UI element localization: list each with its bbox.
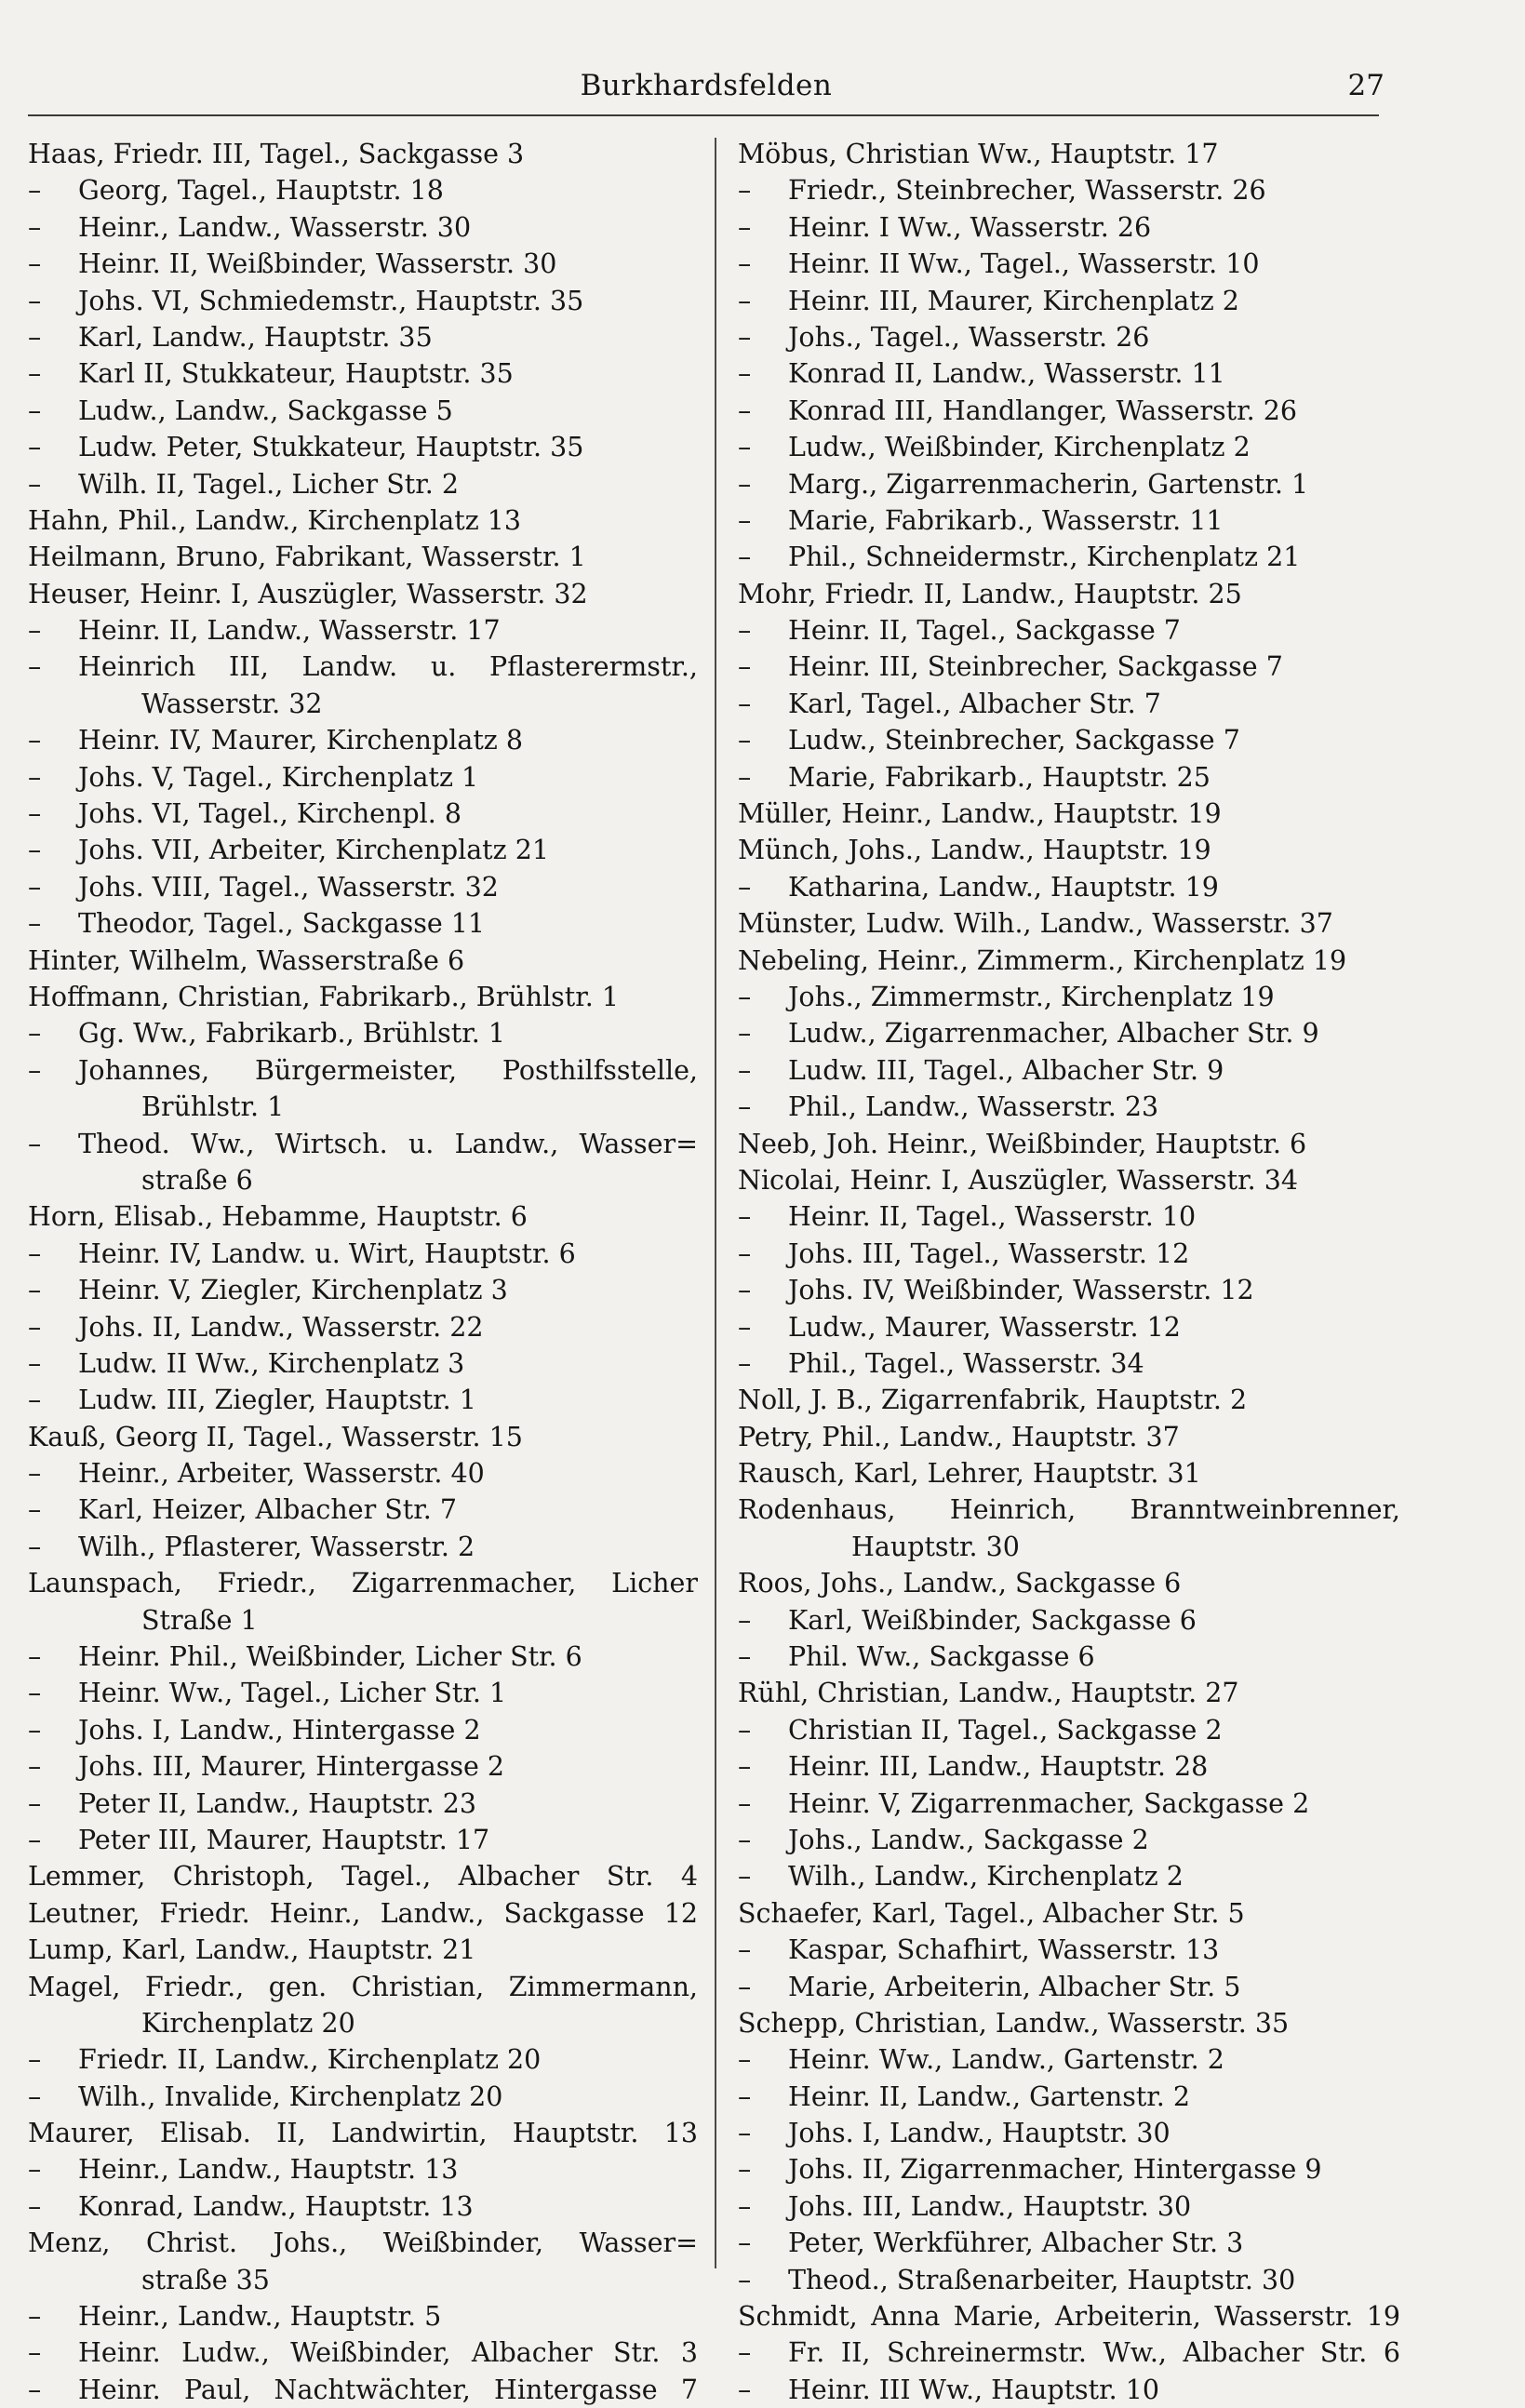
dash-mark: – [738,248,752,280]
entry-line: – Johs. VIII, Tagel., Wasserstr. 32 [28,869,698,905]
entry-line: – Karl II, Stukkateur, Hauptstr. 35 [28,355,698,392]
entry-line: – Marg., Zigarrenmacherin, Gartenstr. 1 [738,466,1400,502]
entry-line: – Heinr. II Ww., Tagel., Wasserstr. 10 [738,246,1400,282]
entry-line: Rühl, Christian, Landw., Hauptstr. 27 [738,1678,1239,1709]
entry-line: Hoffmann, Christian, Fabrikarb., Brühlstr. 1 [28,981,620,1012]
dash-mark: – [28,1054,42,1086]
header-rule [28,114,1379,116]
dash-mark: – [28,2374,42,2405]
entry-line: – Wilh., Pflasterer, Wasserstr. 2 [28,1529,698,1565]
entry-line: – Heinrich III, Landw. u. Pflasterermstr., [28,649,698,685]
entry-line: Kirchenplatz 20 [141,2007,355,2039]
page-header [28,63,1385,119]
dash-mark: – [28,1751,42,1783]
entry-line: Brühlstr. 1 [141,1091,285,1123]
dash-mark: – [28,1128,42,1159]
entry-line: Heuser, Heinr. I, Auszügler, Wasserstr. 32 [28,578,588,609]
entry-line: – Kaspar, Schafhirt, Wasserstr. 13 [738,1932,1400,1968]
dash-mark: – [28,432,42,463]
entry-line: – Gg. Ww., Fabrikarb., Brühlstr. 1 [28,1015,698,1051]
dash-mark: – [28,1458,42,1490]
dash-mark: – [28,285,42,316]
dash-mark: – [738,2190,752,2222]
dash-mark: – [28,1018,42,1050]
entry-line: Rodenhaus, Heinrich, Branntweinbrenner, [738,1494,1400,1526]
dash-mark: – [738,1275,752,1306]
dash-mark: – [28,1385,42,1416]
dash-mark: – [738,432,752,463]
entry-line: – Peter III, Maurer, Hauptstr. 17 [28,1822,698,1858]
entry-line: Möbus, Christian Ww., Hauptstr. 17 [738,139,1219,169]
entry-line: – Johs., Landw., Sackgasse 2 [738,1822,1400,1858]
entry-line: Magel, Friedr., gen. Christian, Zimmermann, [28,1971,698,2002]
entry-line: – Karl, Landw., Hauptstr. 35 [28,319,698,355]
entry-line: – Friedr., Steinbrecher, Wasserstr. 26 [738,172,1400,208]
dash-mark: – [28,2190,42,2222]
entry-line: – Peter, Werkführer, Albacher Str. 3 [738,2225,1400,2261]
dash-mark: – [738,1641,752,1673]
entry-line: Hauptstr. 30 [851,1531,1020,1562]
dash-mark: – [28,1678,42,1709]
entry-line: Lemmer, Christoph, Tagel., Albacher Str. 4 [28,1861,698,1893]
entry-line: – Heinr. IV, Maurer, Kirchenplatz 8 [28,722,698,758]
dash-mark: – [738,1201,752,1233]
entry-line: Roos, Johs., Landw., Sackgasse 6 [738,1568,1182,1599]
entry-line: Petry, Phil., Landw., Hauptstr. 37 [738,1421,1180,1452]
entry-line: Schaefer, Karl, Tagel., Albacher Str. 5 [738,1897,1245,1929]
entry-line: – Karl, Tagel., Albacher Str. 7 [738,686,1400,722]
entry-line: Münster, Ludw. Wilh., Landw., Wasserstr. 37 [738,908,1333,940]
dash-mark: – [28,2154,42,2186]
entry-line: Launspach, Friedr., Zigarrenmacher, Licher [28,1568,698,1599]
entry-line: – Johs. VI, Tagel., Kirchenpl. 8 [28,796,698,832]
entry-line: – Johs. I, Landw., Hintergasse 2 [28,1712,698,1748]
entry-line: – Ludw., Maurer, Wasserstr. 12 [738,1309,1400,1345]
dash-mark: – [738,1824,752,1855]
entry-line: – Wilh., Landw., Kirchenplatz 2 [738,1858,1400,1894]
entry-line: – Johs. IV, Weißbinder, Wasserstr. 12 [738,1272,1400,1308]
entry-line: – Marie, Fabrikarb., Hauptstr. 25 [738,759,1400,796]
dash-mark: – [738,1971,752,2002]
entry-line: – Theod., Straßenarbeiter, Hauptstr. 30 [738,2262,1400,2298]
entry-line: – Heinr. II, Landw., Gartenstr. 2 [738,2079,1400,2115]
dash-mark: – [738,725,752,756]
entry-line: – Heinr. Ww., Tagel., Licher Str. 1 [28,1675,698,1711]
entry-line: – Peter II, Landw., Hauptstr. 23 [28,1786,698,1822]
entry-line: – Konrad III, Handlanger, Wasserstr. 26 [738,393,1400,429]
entry-line: – Johs., Tagel., Wasserstr. 26 [738,319,1400,355]
entry-line: – Johs. I, Landw., Hauptstr. 30 [738,2115,1400,2151]
dash-mark: – [738,615,752,647]
dash-mark: – [28,835,42,866]
entry-line: – Johs. II, Landw., Wasserstr. 22 [28,1309,698,1345]
directory-column-left [28,136,698,2408]
entry-line: – Heinr., Landw., Hauptstr. 5 [28,2298,698,2334]
entry-line: Maurer, Elisab. II, Landwirtin, Hauptstr. 13 [28,2118,698,2149]
entry-line: – Karl, Weißbinder, Sackgasse 6 [738,1602,1400,1639]
entry-line: – Johs. V, Tagel., Kirchenplatz 1 [28,759,698,796]
dash-mark: – [738,2227,752,2259]
dash-mark: – [738,1018,752,1050]
entry-line: – Ludw., Weißbinder, Kirchenplatz 2 [738,429,1400,465]
dash-mark: – [738,542,752,573]
entry-line: straße 35 [141,2264,270,2295]
entry-line: – Heinr. IV, Landw. u. Wirt, Hauptstr. 6 [28,1236,698,1272]
entry-line: Müller, Heinr., Landw., Hauptstr. 19 [738,798,1222,830]
entry-line: Neeb, Joh. Heinr., Weißbinder, Hauptstr. 6 [738,1128,1307,1159]
entry-line: Nicolai, Heinr. I, Auszügler, Wasserstr. 34 [738,1164,1298,1196]
dash-mark: – [738,1861,752,1893]
dash-mark: – [738,1787,752,1819]
entry-line: – Fr. II, Schreinermstr. Ww., Albacher Str. 6 [738,2334,1400,2371]
entry-line: – Theodor, Tagel., Sackgasse 11 [28,905,698,942]
entry-line: Heilmann, Bruno, Fabrikant, Wasserstr. 1 [28,542,586,573]
dash-mark: – [738,321,752,353]
dash-mark: – [738,504,752,536]
dash-mark: – [738,358,752,390]
entry-line: – Johs. VII, Arbeiter, Kirchenplatz 21 [28,832,698,868]
entry-line: – Johs. VI, Schmiedemstr., Hauptstr. 35 [28,283,698,319]
dash-mark: – [28,651,42,683]
entry-line: Hahn, Phil., Landw., Kirchenplatz 13 [28,504,522,536]
entry-line: – Heinr. III, Landw., Hauptstr. 28 [738,1748,1400,1785]
entry-line: – Heinr. II, Weißbinder, Wasserstr. 30 [28,246,698,282]
entry-line: – Katharina, Landw., Hauptstr. 19 [738,869,1400,905]
dash-mark: – [738,468,752,500]
dash-mark: – [28,1347,42,1379]
dash-mark: – [28,1494,42,1526]
dash-mark: – [28,211,42,243]
entry-line: – Heinr. Ludw., Weißbinder, Albacher Str. 3 [28,2334,698,2371]
dash-mark: – [738,2080,752,2112]
entry-line: – Heinr., Landw., Hauptstr. 13 [28,2151,698,2187]
dash-mark: – [28,1275,42,1306]
dash-mark: – [28,2044,42,2076]
entry-line: – Ludw., Zigarrenmacher, Albacher Str. 9 [738,1015,1400,1051]
dash-mark: – [28,1824,42,1855]
dash-mark: – [738,2264,752,2295]
entry-line: – Johs. III, Landw., Hauptstr. 30 [738,2188,1400,2225]
entry-line: Hinter, Wilhelm, Wasserstraße 6 [28,944,465,976]
dash-mark: – [28,725,42,756]
entry-line: – Heinr. II, Landw., Wasserstr. 17 [28,612,698,649]
entry-line: – Heinr. III Ww., Hauptstr. 10 [738,2372,1400,2408]
dash-mark: – [738,1714,752,1746]
dash-mark: – [738,761,752,793]
dash-mark: – [738,871,752,903]
entry-line: – Heinr. II, Tagel., Wasserstr. 10 [738,1198,1400,1235]
entry-line: straße 6 [141,1164,253,1196]
entry-line: Straße 1 [141,1604,258,1636]
entry-line: – Konrad II, Landw., Wasserstr. 11 [738,355,1400,392]
dash-mark: – [28,175,42,207]
entry-line: – Heinr. Ww., Landw., Gartenstr. 2 [738,2041,1400,2078]
entry-line: – Wilh. II, Tagel., Licher Str. 2 [28,466,698,502]
dash-mark: – [738,1604,752,1636]
entry-line: – Phil., Tagel., Wasserstr. 34 [738,1345,1400,1382]
dash-mark: – [738,2374,752,2405]
entry-line: – Wilh., Invalide, Kirchenplatz 20 [28,2079,698,2115]
entry-line: – Ludw. II Ww., Kirchenplatz 3 [28,1345,698,1382]
dash-mark: – [738,211,752,243]
entry-line: – Marie, Arbeiterin, Albacher Str. 5 [738,1969,1400,2005]
entry-line: – Friedr. II, Landw., Kirchenplatz 20 [28,2041,698,2078]
dash-mark: – [738,1054,752,1086]
dash-mark: – [28,2080,42,2112]
dash-mark: – [738,2044,752,2076]
entry-line: – Konrad, Landw., Hauptstr. 13 [28,2188,698,2225]
entry-line: – Phil., Schneidermstr., Kirchenplatz 21 [738,539,1400,575]
dash-mark: – [28,1531,42,1562]
entry-line: Noll, J. B., Zigarrenfabrik, Hauptstr. 2 [738,1385,1248,1416]
entry-line: – Ludw. III, Tagel., Albacher Str. 9 [738,1052,1400,1089]
entry-line: – Heinr. Phil., Weißbinder, Licher Str. 6 [28,1639,698,1675]
dash-mark: – [28,468,42,500]
entry-line: Mohr, Friedr. II, Landw., Hauptstr. 25 [738,578,1242,609]
entry-line: Schmidt, Anna Marie, Arbeiterin, Wasserstr. 19 [738,2301,1400,2333]
entry-line: – Heinr., Landw., Wasserstr. 30 [28,209,698,246]
entry-line: Leutner, Friedr. Heinr., Landw., Sackgasse 12 [28,1897,698,1929]
dash-mark: – [28,395,42,426]
entry-line: – Johs. III, Maurer, Hintergasse 2 [28,1748,698,1785]
dash-mark: – [738,688,752,719]
dash-mark: – [738,2337,752,2369]
entry-line: – Ludw. Peter, Stukkateur, Hauptstr. 35 [28,429,698,465]
entry-line: – Johannes, Bürgermeister, Posthilfsstelle, [28,1052,698,1089]
entry-line: – Johs. III, Tagel., Wasserstr. 12 [738,1236,1400,1272]
entry-line: – Heinr. Paul, Nachtwächter, Hintergasse 7 [28,2372,698,2408]
dash-mark: – [738,981,752,1012]
dash-mark: – [738,1934,752,1966]
dash-mark: – [738,1347,752,1379]
dash-mark: – [28,908,42,940]
entry-line: Haas, Friedr. III, Tagel., Sackgasse 3 [28,139,525,169]
entry-line: Wasserstr. 32 [141,688,323,719]
entry-line: Horn, Elisab., Hebamme, Hauptstr. 6 [28,1201,528,1233]
dash-mark: – [28,761,42,793]
dash-mark: – [738,1091,752,1123]
entry-line: – Ludw., Steinbrecher, Sackgasse 7 [738,722,1400,758]
entry-line: – Heinr. V, Zigarrenmacher, Sackgasse 2 [738,1786,1400,1822]
entry-line: – Heinr. II, Tagel., Sackgasse 7 [738,612,1400,649]
dash-mark: – [28,1714,42,1746]
entry-line: – Johs., Zimmermstr., Kirchenplatz 19 [738,979,1400,1015]
dash-mark: – [28,2337,42,2369]
dash-mark: – [738,1311,752,1343]
dash-mark: – [738,175,752,207]
entry-line: – Heinr. III, Steinbrecher, Sackgasse 7 [738,649,1400,685]
entry-line: Rausch, Karl, Lehrer, Hauptstr. 31 [738,1458,1201,1490]
entry-line: – Heinr. I Ww., Wasserstr. 26 [738,209,1400,246]
entry-line: – Ludw. III, Ziegler, Hauptstr. 1 [28,1382,698,1418]
entry-line: Kauß, Georg II, Tagel., Wasserstr. 15 [28,1421,523,1452]
entry-line: – Karl, Heizer, Albacher Str. 7 [28,1492,698,1528]
page-number: 27 [1347,69,1385,102]
dash-mark: – [28,1237,42,1269]
entry-line: – Johs. II, Zigarrenmacher, Hintergasse 9 [738,2151,1400,2187]
entry-line: – Phil. Ww., Sackgasse 6 [738,1639,1400,1675]
entry-line: Lump, Karl, Landw., Hauptstr. 21 [28,1934,476,1966]
entry-line: – Ludw., Landw., Sackgasse 5 [28,393,698,429]
dash-mark: – [28,1641,42,1673]
entry-line: – Christian II, Tagel., Sackgasse 2 [738,1712,1400,1748]
directory-column-right [738,136,1400,2408]
entry-line: – Heinr., Arbeiter, Wasserstr. 40 [28,1455,698,1492]
entry-line: – Heinr. III, Maurer, Kirchenplatz 2 [738,283,1400,319]
entry-line: Nebeling, Heinr., Zimmerm., Kirchenplatz 19 [738,944,1347,976]
dash-mark: – [28,798,42,830]
dash-mark: – [28,871,42,903]
dash-mark: – [28,2301,42,2333]
dash-mark: – [738,1751,752,1783]
entry-line: – Georg, Tagel., Hauptstr. 18 [28,172,698,208]
dash-mark: – [28,1311,42,1343]
entry-line: – Phil., Landw., Wasserstr. 23 [738,1089,1400,1125]
entry-line: Menz, Christ. Johs., Weißbinder, Wasser= [28,2227,698,2259]
entry-line: Schepp, Christian, Landw., Wasserstr. 35 [738,2007,1290,2039]
column-divider [715,138,716,2268]
entry-line: Münch, Johs., Landw., Hauptstr. 19 [738,835,1211,866]
dash-mark: – [738,2118,752,2149]
dash-mark: – [28,248,42,280]
dash-mark: – [28,321,42,353]
page-title: Burkhardsfelden [580,69,833,102]
dash-mark: – [28,1787,42,1819]
dash-mark: – [738,395,752,426]
dash-mark: – [738,2154,752,2186]
dash-mark: – [28,358,42,390]
entry-line: – Heinr. V, Ziegler, Kirchenplatz 3 [28,1272,698,1308]
entry-line: – Theod. Ww., Wirtsch. u. Landw., Wasser= [28,1126,698,1162]
dash-mark: – [738,285,752,316]
dash-mark: – [738,1237,752,1269]
entry-line: – Marie, Fabrikarb., Wasserstr. 11 [738,502,1400,539]
dash-mark: – [28,615,42,647]
dash-mark: – [738,651,752,683]
